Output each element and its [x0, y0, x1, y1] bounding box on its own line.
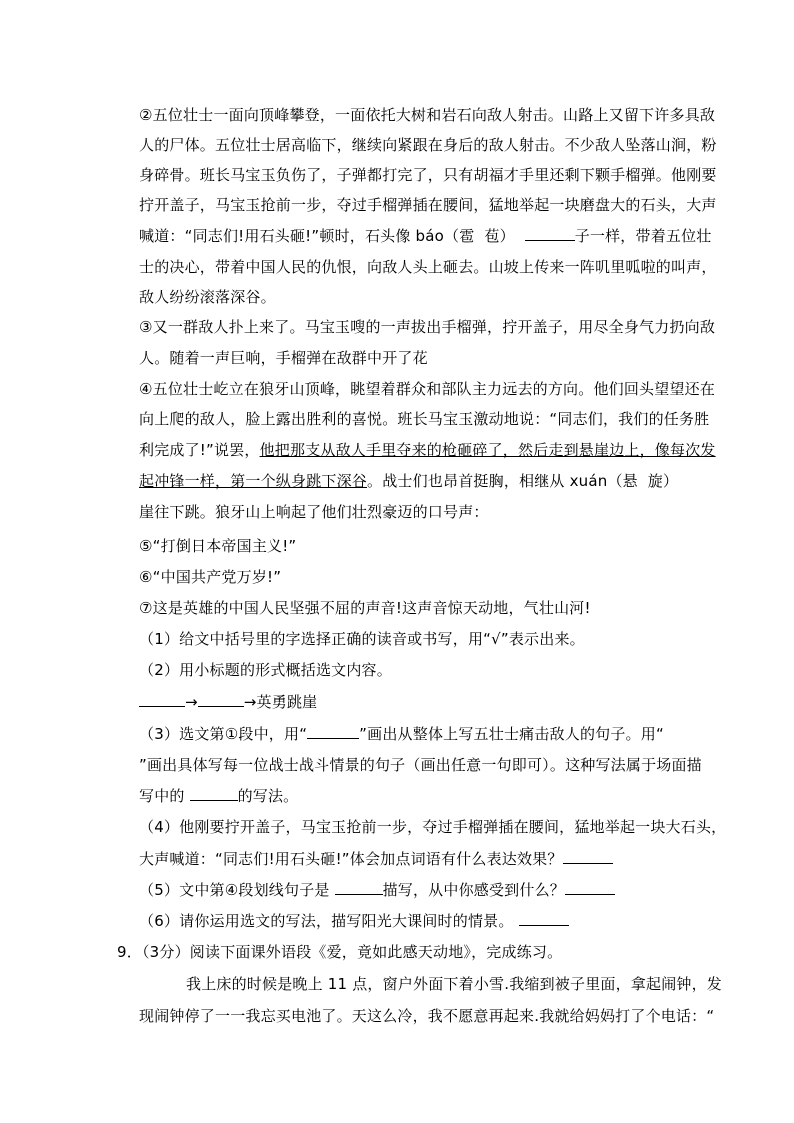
q3-part3: 写中的	[139, 787, 190, 805]
para7: ⑦这是英雄的中国人民坚强不屈的声音!这声音惊天动地，气壮山河!	[139, 599, 591, 617]
question-3-line3	[139, 785, 298, 807]
underlined-sentence: 他把那支从敌人手里夺来的枪砸碎了，然后走到悬崖边上，像每次发	[259, 441, 716, 459]
question-4-line2	[139, 848, 613, 870]
answer-blank[interactable]	[139, 691, 185, 707]
question-3-line2: ”画出具体写每一位战士战斗情景的句子（画出任意一句即可）。这种写法属于场面描	[139, 756, 702, 774]
q9-passage-line1: 我上床的时候是晚上 11 点，窗户外面下着小雪.我缩到被子里面，拿起闹钟，发	[186, 975, 722, 993]
question-9-heading: 9．（3分）阅读下面课外语段《爱，竟如此感天动地》，完成练习。	[117, 943, 563, 961]
arrow-final: →英勇跳崖	[243, 693, 318, 711]
arrow: →	[185, 693, 198, 711]
para2-line2: 人的尸体。五位壮士居高临下，继续向紧跟在身后的敌人射击。不少敌人坠落山涧，粉	[139, 136, 717, 154]
question-1: （1）给文中括号里的字选择正确的读音或书写，用“√”表示出来。	[139, 630, 585, 648]
para2-line1: ②五位壮士一面向顶峰攀登，一面依托大树和岩石向敌人射击。山路上又留下许多具敌	[139, 106, 716, 124]
question-2-answer-line	[139, 691, 317, 713]
para3-line1: ③又一群敌人扑上来了。马宝玉嗖的一声拔出手榴弹，拧开盖子，用尽全身气力扔向敌	[139, 318, 716, 336]
question-4-line1: （4）他刚要拧开盖子，马宝玉抢前一步，夺过手榴弹插在腰间，猛地举起一块大石头，	[139, 818, 727, 836]
q5-part1: （5）文中第④段划线句子是	[139, 881, 335, 899]
para4-line4	[139, 470, 678, 492]
q5-part2: 描写，从中你感受到什么？	[382, 881, 565, 899]
para2-line7: 敌人纷纷滚落深谷。	[139, 288, 276, 306]
question-5	[139, 879, 615, 901]
answer-blank[interactable]	[565, 879, 615, 895]
question-3-line1	[139, 723, 664, 745]
para2-line4: 拧开盖子，马宝玉抢前一步，夺过手榴弹插在腰间，猛地举起一块磨盘大的石头，大声	[139, 196, 717, 214]
q4-text: 大声喊道：“同志们!用石头砸!”体会加点词语有什么表达效果？	[139, 850, 563, 868]
para5: ⑤“打倒日本帝国主义!”	[139, 537, 297, 555]
para4-line4-end: 。战士们也昂首挺胸，相继从 xuán（悬 旋）	[367, 472, 679, 490]
question-2: （2）用小标题的形式概括选文内容。	[139, 661, 392, 679]
q9-passage-line2: 现闹钟停了一一我忘买电池了。天这么冷，我不愿意再起来.我就给妈妈打了个电话：“	[139, 1007, 715, 1025]
answer-blank[interactable]	[519, 910, 569, 926]
answer-blank[interactable]	[190, 785, 238, 801]
para2-line6: 士的决心，带着中国人民的仇恨，向敌人头上砸去。山坡上传来一阵叽里呱啦的叫声，	[139, 258, 717, 276]
para4-line5: 崖往下跳。狼牙山上响起了他们壮烈豪迈的口号声：	[139, 503, 489, 521]
q3-part2: ”画出从整体上写五壮士痛击敌人的句子。用“	[359, 725, 664, 743]
answer-blank[interactable]	[563, 848, 613, 864]
para3-line2: 人。随着一声巨响，手榴弹在敌群中开了花	[139, 349, 428, 367]
para4-line3	[139, 439, 716, 461]
answer-blank[interactable]	[307, 723, 359, 739]
underlined-sentence-cont: 起冲锋一样，第一个纵身跳下深谷	[139, 472, 368, 490]
para2-line5-end: 子一样，带着五位壮	[574, 227, 712, 245]
para2-line3: 身碎骨。班长马宝玉负伤了，子弹都打完了，只有胡福才手里还剩下颗手榴弹。他刚要	[139, 166, 717, 184]
para4-line1: ④五位壮士屹立在狼牙山顶峰，眺望着群众和部队主力远去的方向。他们回头望望还在	[139, 380, 716, 398]
para2-line5-start: 喊道：“同志们!用石头砸!”顿时，石头像 báo（雹 苞）	[139, 227, 515, 245]
answer-blank[interactable]	[525, 225, 575, 241]
q3-part1: （3）选文第①段中，用“	[139, 725, 308, 743]
q3-part4: 的写法。	[237, 787, 299, 805]
answer-blank[interactable]	[198, 691, 244, 707]
para4-line2: 向上爬的敌人，脸上露出胜利的喜悦。班长马宝玉激动地说：“同志们，我们的任务胜	[139, 410, 710, 428]
answer-blank[interactable]	[335, 879, 383, 895]
para4-line3-start: 利完成了!”说罢，	[139, 441, 260, 459]
question-6	[139, 910, 569, 932]
para6: ⑥“中国共产党万岁!”	[139, 568, 282, 586]
para2-line5	[139, 225, 712, 247]
q6-text: （6）请你运用选文的写法，描写阳光大课间时的情景。	[139, 912, 519, 930]
